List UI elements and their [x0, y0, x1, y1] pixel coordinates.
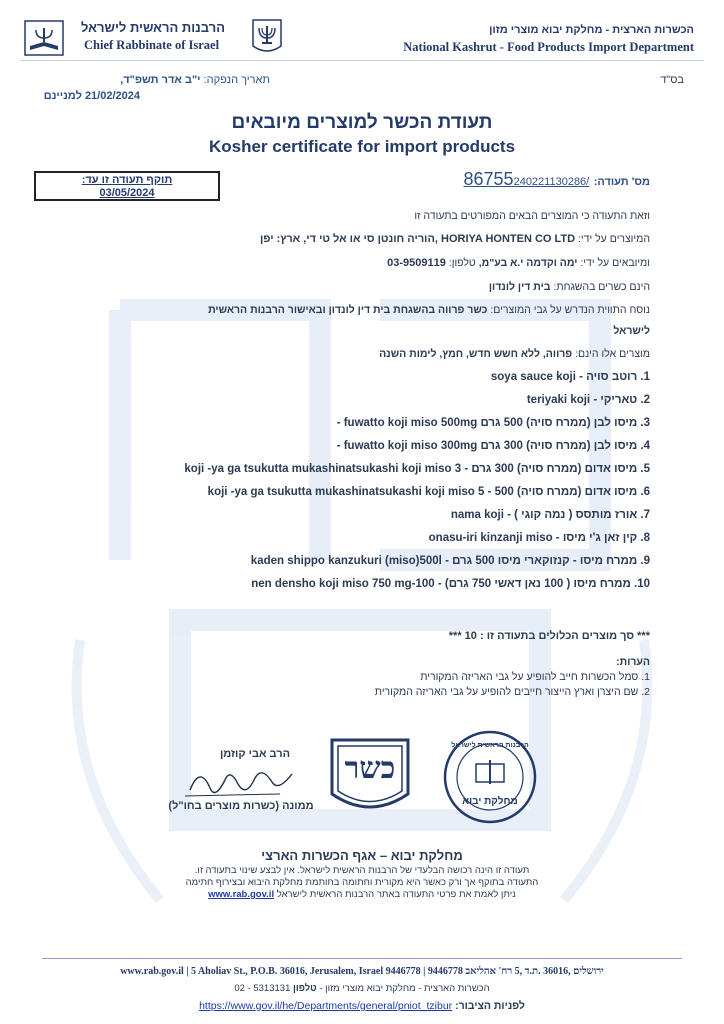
title-english: Kosher certificate for import products	[208, 137, 516, 156]
product-item: 1. רוטב סויה - soya sauce koji	[490, 371, 650, 383]
total-products: *** סך מוצרים הכלולים בתעודה זו : 10 ***	[448, 630, 650, 642]
note-2: 2. שם היצרן וארץ הייצור חייבים להופיע על גבי האריזה המקורית	[374, 686, 650, 698]
product-item: 3. מיסו לבן (ממרח סויה) 500 גרם fuwatto koji miso 500mg -	[336, 417, 650, 429]
label-text-value-cont: לישראל	[613, 325, 650, 337]
menorah-emblem-icon	[251, 18, 283, 56]
import-department-seal	[443, 730, 537, 824]
product-item: 4. מיסו לבן (ממרח סויה) 300 גרם fuwatto koji miso 300mg -	[336, 440, 650, 452]
product-item: 2. טאריקי - teriyaki koji	[526, 394, 650, 406]
label-text-line	[208, 304, 650, 316]
footer-dept: הכשרות הארצית - מחלקת יבוא מוצרי מזון -	[319, 983, 490, 994]
kosher-stamp	[330, 738, 410, 818]
signatory-name: הרב אבי קוזמן	[219, 748, 291, 760]
footer-dept-line	[0, 983, 724, 994]
producer-label: המיוצרים על ידי:	[578, 233, 650, 245]
footer-inquiries-label: לפניות הציבור:	[455, 1000, 525, 1012]
product-item: 9. ממרח מיסו - קנזוקארי מיסו 500 גרם - kaden shippo kanzukuri (miso)500l	[250, 555, 650, 567]
public-inquiries-link[interactable]: https://www.gov.il/he/Departments/general/pniot_tzibur	[199, 1000, 453, 1012]
issue-date-line	[40, 74, 270, 86]
products-are-label: מוצרים אלו הינם:	[575, 348, 650, 360]
bsd-mark: בס"ד	[660, 74, 684, 86]
certificate-number-value	[464, 169, 590, 190]
certificate-big-number: 86755	[463, 169, 514, 189]
department-note-1: תעודה זו הינה רכושה הבלעדי של הרבנות הראשית לישראל. אין לבצע שינוי בתעודה זו.	[194, 865, 530, 876]
phone-label: טלפון:	[448, 257, 476, 269]
products-are-value: פרווה, ללא חשש חדש, חמץ, לימות השנה	[379, 348, 573, 360]
importer-line	[387, 257, 650, 269]
header-left-english: Chief Rabbinate of Israel	[84, 38, 220, 52]
notes-title: הערות:	[616, 656, 650, 668]
validity-label: תוקף תעודה זו עד:	[81, 174, 173, 186]
seal-top-text: הרבנות הראשית לישראל	[451, 742, 529, 749]
department-note-3-text: ניתן לאמת את פרטי התעודה באתר הרבנות הראשית לישראל	[276, 889, 516, 900]
products-are-line	[379, 348, 650, 360]
product-item: 6. מיסו אדום (ממרח סויה) 500 - koji -ya ga tsukutta mukashinatsukashi koji miso 5	[207, 486, 650, 498]
issue-date-gregorian: 21/02/2024 למניינם	[43, 90, 140, 102]
certificate-number-label: מס' תעודה:	[593, 176, 650, 188]
header-divider	[20, 60, 704, 61]
rab-website-link[interactable]: www.rab.gov.il	[208, 889, 275, 900]
producer-line	[260, 233, 650, 245]
product-item: 8. קין זאן ג'י מיסו - onasu-iri kinzanji miso	[428, 532, 650, 544]
certificate-small-number: 240221130286/	[513, 176, 590, 188]
issue-date-hebrew: י"ב אדר תשפ"ד,	[120, 74, 201, 86]
footer-inquiries-line	[0, 1000, 724, 1012]
product-item: 7. אורז מותסס ( נמה קוגי ) - nama koji	[450, 509, 650, 521]
product-item: 10. ממרח מיסו ( 100 נאן דאשי 750 גרם) - nen densho koji miso 750 mg-100	[251, 578, 650, 590]
department-note-3	[0, 889, 724, 900]
kosher-stamp-text: כשר	[344, 752, 396, 785]
product-item: 5. מיסו אדום (ממרח סויה) 300 גרם - koji -ya ga tsukutta mukashinatsukashi koji miso 3	[184, 463, 650, 475]
importer-value: ימה וקדמה י.א בע"מ,	[478, 257, 578, 269]
seal-bottom-text: מחלקת יבוא	[462, 796, 518, 807]
phone-value: 03-9509119	[387, 257, 446, 269]
supervision-value: בית דין לונדון	[488, 281, 551, 293]
footer-address: www.rab.gov.il | 5 Aholiav St., P.O.B. 36016, Jerusalem, Israel 9446778 | 9446778 ירושלים ,36016 .ת.ד ,5 רח' אהליאב	[120, 966, 604, 977]
issue-date-label: תאריך הנפקה:	[203, 74, 270, 86]
department-note-2: התעודה בתוקף אך ורק כאשר היא מקורית וחתומה בחותמת מחלקת היבוא ובצירוף חתימה	[185, 877, 539, 888]
validity-box	[34, 171, 220, 201]
certificate-number	[464, 169, 650, 190]
label-text-value: כשר פרווה בהשגחת בית דין לונדון ובאישור הרבנות הראשית	[208, 304, 488, 316]
menorah-book-icon	[24, 20, 64, 56]
state-emblem	[251, 18, 283, 56]
supervision-line	[489, 281, 650, 293]
handwritten-signature	[180, 760, 300, 805]
importer-label: ומיובאים על ידי:	[580, 257, 650, 269]
producer-value: HORIYA HONTEN CO LTD ,הוריה חונטן סי או אל טי די, ארץ: יפן	[259, 233, 576, 245]
department-title: מחלקת יבוא – אגף הכשרות הארצי	[261, 848, 463, 863]
title-hebrew: תעודת הכשר למוצרים מיובאים	[231, 112, 493, 133]
supervision-label: הינם כשרים בהשגחת:	[553, 281, 650, 293]
signatory-title: ממונה (כשרות מוצרים בחו"ל)	[168, 800, 314, 812]
footer-phone-label: טלפון	[293, 983, 317, 994]
note-1: 1. סמל הכשרות חייב להופיע על גבי האריזה המקורית	[420, 671, 650, 683]
validity-date: 03/05/2024	[99, 187, 155, 199]
rabbinate-logo	[24, 20, 64, 56]
header-right-hebrew: הכשרות הארצית - מחלקת יבוא מוצרי מזון	[489, 24, 694, 36]
header-left-hebrew: הרבנות הראשית לישראל	[81, 20, 225, 35]
intro-line: וזאת התעודה כי המוצרים הבאים המפורטים בתעודה זו	[414, 210, 650, 222]
footer-divider	[42, 958, 682, 959]
header-right-english: National Kashrut - Food Products Import Department	[403, 40, 694, 54]
label-text-label: נוסח התווית הנדרש על גבי המוצרים:	[490, 304, 650, 316]
footer-phone: 02 - 5313131	[234, 983, 291, 994]
